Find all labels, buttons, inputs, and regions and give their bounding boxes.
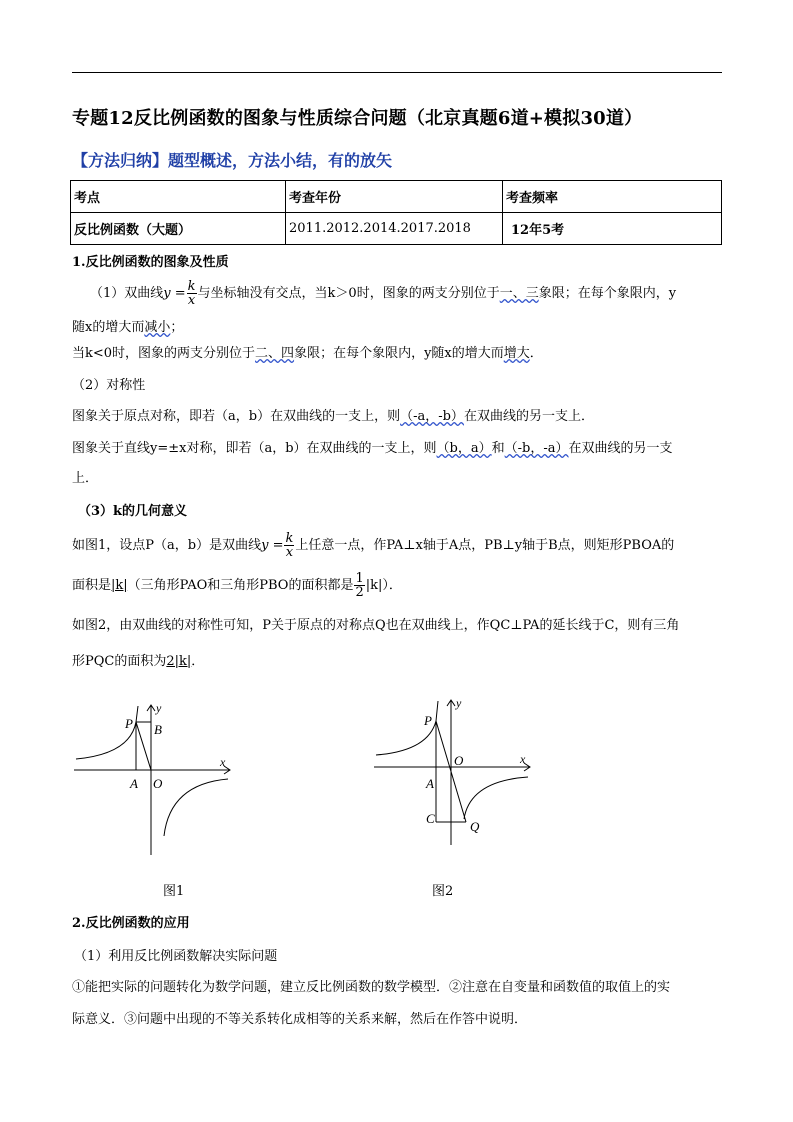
paragraph	[72, 316, 183, 335]
paragraph	[72, 572, 402, 599]
text: 图象关于原点对称，即若（a，b）在双曲线的一支上，则	[72, 409, 401, 424]
text: 上任意一点，作PA⊥x轴于A点，PB⊥y轴于B点，则矩形PBOA的	[295, 538, 675, 553]
fraction-k-over-x	[187, 280, 197, 307]
exam-table	[70, 180, 722, 245]
text: |k|）．	[365, 578, 402, 593]
answer-blank: 减小	[144, 320, 171, 335]
table-row	[71, 213, 722, 245]
text: 在双曲线的另一支	[568, 441, 673, 456]
section1-heading: 1.反比例函数的图象及性质	[72, 255, 229, 270]
label-A: A	[426, 776, 434, 791]
table-header-row	[71, 181, 722, 213]
paragraph: ①能把实际的问题转化为数学问题，建立反比例函数的数学模型．②注意在自变量和函数值的取值上的实	[72, 980, 671, 995]
figure-1	[70, 700, 250, 860]
paragraph	[72, 532, 674, 559]
text: （三角形PAO和三角形PBO的面积都是	[127, 578, 354, 593]
subheading: （1）利用反比例函数解决实际问题	[74, 949, 278, 964]
text: 和	[491, 441, 505, 456]
text: 随x的增大而	[72, 320, 145, 335]
label-B: B	[154, 722, 162, 737]
table-cell: 12年5考	[503, 213, 722, 245]
answer-blank: （b，a）	[436, 441, 492, 456]
frac-den: x	[187, 293, 196, 308]
paragraph: 上．	[72, 471, 99, 486]
text: 象限；在每个象限内，y随x的增大而	[294, 346, 504, 361]
answer-blank: （-a，-b）	[400, 409, 464, 424]
frac-num: k	[187, 279, 196, 294]
top-rule	[72, 72, 722, 73]
text: 如图1，设点P（a，b）是双曲线	[72, 538, 262, 553]
paragraph	[72, 342, 543, 361]
figure-2-caption: 图2	[432, 884, 454, 899]
fraction-one-half	[354, 572, 364, 599]
table-cell: 2011.2012.2014.2017.2018	[286, 213, 503, 245]
text: 形PQC的面积为	[72, 654, 167, 669]
label-x: x	[520, 752, 526, 766]
label-x: x	[220, 755, 226, 769]
label-P: P	[125, 716, 133, 731]
label-O: O	[454, 753, 464, 768]
figure-2	[370, 695, 550, 855]
answer-blank: 2|k|	[166, 654, 192, 669]
page-title: 专题12反比例函数的图象与性质综合问题（北京真题6道+模拟30道）	[72, 108, 643, 129]
frac-den: 2	[355, 585, 364, 600]
text: 在双曲线的另一支上．	[463, 409, 594, 424]
text: ；	[170, 320, 184, 335]
paragraph: 际意义．③问题中出现的不等关系转化成相等的关系来解，然后在作答中说明．	[72, 1012, 528, 1027]
segment-PO	[136, 722, 151, 770]
text: 面积是	[72, 578, 112, 593]
answer-blank: |k|	[111, 578, 128, 593]
table-cell: 反比例函数（大题）	[71, 213, 286, 245]
math-y: y =	[163, 286, 186, 301]
text: （1）双曲线	[90, 286, 164, 301]
method-heading: 【方法归纳】题型概述，方法小结，有的放矢	[72, 151, 393, 170]
figure-1-caption: 图1	[163, 884, 185, 899]
paragraph	[90, 280, 676, 307]
hyperbola-branch-upper	[376, 701, 438, 755]
text: ．	[191, 654, 205, 669]
paragraph	[72, 405, 594, 424]
label-Q: Q	[470, 819, 480, 834]
label-y: y	[156, 701, 162, 715]
answer-blank: 增大	[503, 346, 530, 361]
answer-blank: （-b，-a）	[504, 441, 569, 456]
table-header-cell: 考查频率	[503, 181, 722, 213]
table-header-cell: 考点	[71, 181, 286, 213]
section2-heading: 2.反比例函数的应用	[72, 916, 190, 931]
answer-blank: 二、四	[255, 346, 295, 361]
paragraph: 如图2，由双曲线的对称性可知，P关于原点的对称点Q也在双曲线上，作QC⊥PA的延长线于C，则有三角	[72, 618, 680, 633]
subheading-symmetry: （2）对称性	[72, 378, 146, 393]
label-O: O	[153, 776, 163, 791]
answer-blank: 一、三	[499, 286, 539, 301]
text: ．	[529, 346, 543, 361]
label-P: P	[424, 713, 432, 728]
label-y: y	[456, 696, 462, 710]
label-C: C	[426, 811, 435, 826]
text: 与坐标轴没有交点，当k＞0时，图象的两支分别位于	[197, 286, 500, 301]
frac-num: 1	[355, 571, 364, 586]
hyperbola-branch-lower	[164, 779, 228, 836]
text: 当k<0时，图象的两支分别位于	[72, 346, 256, 361]
paragraph	[72, 650, 204, 669]
text: 图象关于直线y=±x对称，即若（a，b）在双曲线的一支上，则	[72, 441, 437, 456]
hyperbola-branch-upper	[76, 706, 138, 759]
label-A: A	[130, 776, 138, 791]
fraction-k-over-x	[284, 532, 294, 559]
paragraph	[72, 437, 673, 456]
math-y: y =	[261, 538, 284, 553]
frac-num: k	[285, 531, 294, 546]
text: 象限；在每个象限内，y	[538, 286, 677, 301]
table-header-cell: 考查年份	[286, 181, 503, 213]
frac-den: x	[285, 545, 294, 560]
hyperbola-branch-lower	[464, 777, 528, 819]
subheading-geometry: （3）k的几何意义	[78, 504, 188, 519]
